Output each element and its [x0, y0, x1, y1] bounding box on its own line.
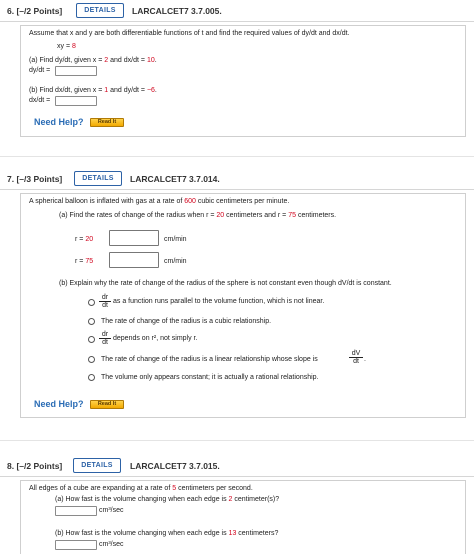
- q7-row2-unit: cm/min: [164, 258, 187, 265]
- q8-number: 8. [–/2 Points]: [7, 461, 63, 471]
- q7-option-1-radio[interactable]: [88, 299, 95, 306]
- q6-part-a-prompt: (a) Find dy/dt, given x = 2 and dx/dt = 10.: [29, 57, 157, 64]
- q8-part-b-prompt: (b) How fast is the volume changing when each edge is 13 centimeters?: [55, 530, 279, 537]
- q8-body: [20, 480, 466, 554]
- q7-option-5-text: The volume only appears constant; it is actually a rational relationship.: [101, 374, 319, 381]
- q7-need-help: Need Help?: [34, 399, 84, 409]
- q7-option-3-fraction: $\frac{dr}{dt}$: [99, 331, 111, 346]
- q7-body: [20, 193, 466, 418]
- q7-option-4-text: The rate of change of the radius is a linear relationship whose slope is: [101, 356, 318, 363]
- q6-code: LARCALCET7 3.7.005.: [132, 6, 222, 16]
- q7-option-4-fraction: $\frac{dV}{dt}$: [349, 350, 363, 365]
- q7-row2-label: r = 75: [75, 258, 94, 265]
- q8-code: LARCALCET7 3.7.015.: [130, 461, 220, 471]
- q6-read-it-button[interactable]: Read It: [90, 118, 124, 127]
- q7-prompt: A spherical balloon is inflated with gas at a rate of 600 cubic centimeters per minute.: [29, 198, 290, 205]
- q7-row2-answer-input[interactable]: [109, 252, 159, 268]
- q8-part-a-prompt: (a) How fast is the volume changing when each edge is 2 centimeter(s)?: [55, 496, 280, 503]
- q6-part-a-answer-input[interactable]: [55, 66, 97, 76]
- q8-prompt: All edges of a cube are expanding at a rate of 5 centimeters per second.: [29, 485, 253, 492]
- q7-option-5-radio[interactable]: [88, 374, 95, 381]
- q8-part-a-unit: cm³/sec: [99, 507, 124, 514]
- q7-option-4-end: .: [364, 356, 366, 363]
- q7-option-1-fraction: $\frac{dr}{dt}$: [99, 294, 111, 309]
- q7-details-button[interactable]: DETAILS: [74, 171, 122, 186]
- q8-header: [0, 455, 474, 477]
- q7-number: 7. [–/3 Points]: [7, 174, 63, 184]
- q6-part-b-prompt: (b) Find dx/dt, given x = 1 and dy/dt = −6.: [29, 87, 157, 94]
- q7-option-3-text: depends on r², not simply r.: [113, 335, 198, 342]
- q7-row1-label: r = 20: [75, 236, 94, 243]
- q7-option-2-text: The rate of change of the radius is a cubic relationship.: [101, 318, 272, 325]
- q6-number: 6. [–/2 Points]: [7, 6, 63, 16]
- q6-details-button[interactable]: DETAILS: [76, 3, 124, 18]
- q6-prompt: Assume that x and y are both differentiable functions of t and find the required values of dy/dt and dx/dt.: [29, 30, 350, 37]
- q7-part-a-prompt: (a) Find the rates of change of the radius when r = 20 centimeters and r = 75 centimeters.: [59, 212, 337, 219]
- q6-header: [0, 0, 474, 22]
- q8-part-b-answer-input[interactable]: [55, 540, 97, 550]
- q8-details-button[interactable]: DETAILS: [73, 458, 121, 473]
- q6-body: [20, 25, 466, 137]
- q8-part-a-answer-input[interactable]: [55, 506, 97, 516]
- separator: [0, 156, 474, 157]
- q8-part-b-unit: cm³/sec: [99, 541, 124, 548]
- q7-code: LARCALCET7 3.7.014.: [130, 174, 220, 184]
- q7-header: [0, 168, 474, 190]
- q7-option-2-radio[interactable]: [88, 318, 95, 325]
- q7-read-it-button[interactable]: Read It: [90, 400, 124, 409]
- q7-option-3-radio[interactable]: [88, 336, 95, 343]
- q7-part-b-prompt: (b) Explain why the rate of change of the radius of the sphere is not constant even though dV/dt is constant.: [59, 280, 392, 287]
- q6-equation: xy = 8: [57, 43, 76, 50]
- q7-option-1-text: as a function runs parallel to the volume function, which is not linear.: [113, 298, 325, 305]
- q7-option-4-radio[interactable]: [88, 356, 95, 363]
- q6-part-a-answer-label: dy/dt =: [29, 67, 51, 74]
- q6-part-b-answer-input[interactable]: [55, 96, 97, 106]
- separator: [0, 440, 474, 441]
- q6-need-help: Need Help?: [34, 117, 84, 127]
- q7-row1-answer-input[interactable]: [109, 230, 159, 246]
- q6-part-b-answer-label: dx/dt =: [29, 97, 51, 104]
- q7-row1-unit: cm/min: [164, 236, 187, 243]
